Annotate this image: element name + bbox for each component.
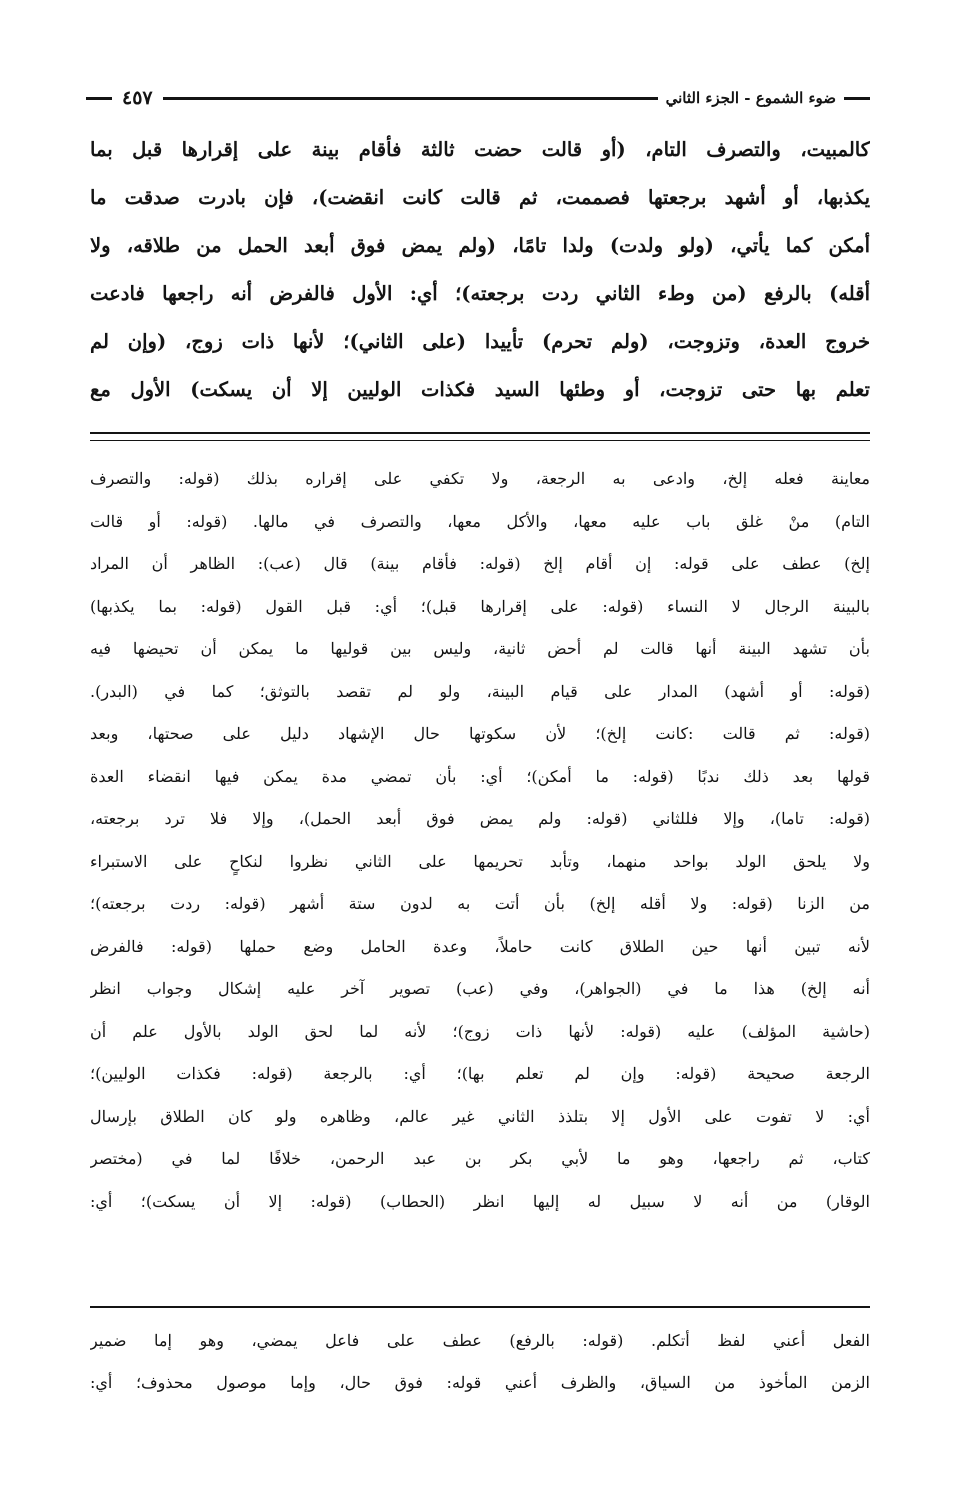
commentary-line: أي: لا تفوت على الأول إلا بتلذذ الثاني غير عالم، وظاهره ولو كان الطلاق بإرسال <box>90 1106 870 1126</box>
main-line: أقله) بالرفع (من وطء الثاني ردت برجعته)؛ أي: الأول فالفرض أنه راجعها فادعت <box>90 282 870 305</box>
main-line: كالمبيت، والتصرف التام، (أو قالت حضت ثالثة فأقام بينة على إقرارها قبل بما <box>90 138 870 161</box>
main-line: يكذبها، أو أشهد برجعتها فصممت، ثم قالت كانت انقضت)، فإن بادرت صدقت ما <box>90 186 870 209</box>
footnote-line: الزمن المأخوذ من السياق، والظرف أعني قوله: فوق حال، وإما موصول محذوف؛ أي: <box>90 1373 870 1392</box>
commentary-line: كتاب، ثم راجعها، وهو ما لأبي بكر بن عبد الرحمن، خلافًا لما في (مختصر <box>90 1149 870 1168</box>
commentary-line: أنه إلخ) هذا ما في (الجواهر)، وفي (عب) تصوير آخر عليه إشكال وجواب انظر <box>90 979 870 998</box>
commentary-line: التام) منْ غلق باب عليه معها، والأكل معها، والتصرف في مالها. (قوله: أو قالت <box>90 511 870 531</box>
commentary-line: بالبينة الرجال لا النساء (قوله: على إقرارها قبل)؛ أي: قبل القول (قوله: بما يكذبها) <box>90 596 870 616</box>
main-text <box>90 126 870 414</box>
header-dash-end <box>86 97 112 100</box>
commentary-line: من الزنا (قوله: ولا أقله إلخ) بأن أتت به لدون ستة أشهر (قوله: ردت برجعته)؛ <box>90 894 870 913</box>
commentary <box>90 458 870 1223</box>
commentary-line: إلخ) عطف على قوله: إن أقام إلخ (قوله: فأقام بينة) قال (عب): الظاهر أن المراد <box>90 554 870 573</box>
header-rule <box>163 97 658 100</box>
commentary-line: الرجعة صحيحة (قوله: وإن لم تعلم بها)؛ أي: بالرجعة (قوله: فكذات الوليين)؛ <box>90 1064 870 1083</box>
page-number: ٤٥٧ <box>122 87 153 109</box>
header-dash <box>844 97 870 100</box>
commentary-line: لأنه تبين أنها حين الطلاق كانت حاملاً، وعدة الحامل وضع حملها (قوله: فالفرض <box>90 936 870 956</box>
section-divider <box>90 432 870 441</box>
main-line: خروج العدة، وتزوجت، (ولم تحرم) تأييدا (على الثاني)؛ لأنها ذات زوج، (وإن لم <box>90 330 870 353</box>
footnote-line: الفعل أعني لفظ أتكلم. (قوله: بالرفع) عطف على فاعل يمضي، وهو إما ضمير <box>90 1331 870 1350</box>
commentary-line: (قوله: أو أشهد) المدار على قيام البينة، ولو لم تقصد بالتوثق؛ كما في (البدر). <box>90 681 870 701</box>
footnote-divider <box>90 1306 870 1308</box>
footnote <box>90 1320 870 1404</box>
running-header <box>86 82 870 114</box>
main-line: تعلم بها حتى تزوجت، أو وطئها السيد فكذات الوليين إلا أن يسكت) الأول مع <box>90 378 870 401</box>
commentary-line: ولا يلحق الولد بواحد منهما، وتأبد تحريمها على الثاني نظروا لنكاحٍ على الاستبراء <box>90 851 870 871</box>
commentary-line: معاينة فعله إلخ، وادعى به الرجعة، ولا تكفي على إقراره بذلك (قوله: والتصرف <box>90 469 870 488</box>
commentary-line: بأن تشهد البينة أنها قالت لم أحض ثانية، وليس بين قوليها ما يمكن أن تحيضها فيه <box>90 639 870 658</box>
commentary-line: (قوله: ثم قالت :كانت إلخ)؛ لأن سكوتها حال الإشهاد دليل على صحتها، وبعد <box>90 724 870 743</box>
commentary-line: (حاشية المؤلف) عليه (قوله: لأنها ذات زوج)؛ لأنه لما لحق الولد بالأول علم أن <box>90 1021 870 1041</box>
commentary-line: (قوله: تاما)، وإلا فللثاني (قوله: ولم يمض فوق أبعد الحمل)، وإلا فلا ترد برجعته، <box>90 809 870 828</box>
commentary-line: قولها بعد ذلك ندبًا (قوله: ما أمكن)؛ أي: بأن تمضي مدة يمكن فيها انقضاء العدة <box>90 766 870 786</box>
header-title: ضوء الشموع - الجزء الثاني <box>665 89 836 107</box>
main-line: أمكن كما يأتي، (ولو ولدت) ولدا تامًا، (ولم يمض فوق أبعد الحمل من طلاقه، ولا <box>90 234 870 257</box>
commentary-line: الوقار) من أنه لا سبيل له إليها انظر (الحطاب) (قوله: إلا أن يسكت)؛ أي: <box>90 1191 870 1211</box>
